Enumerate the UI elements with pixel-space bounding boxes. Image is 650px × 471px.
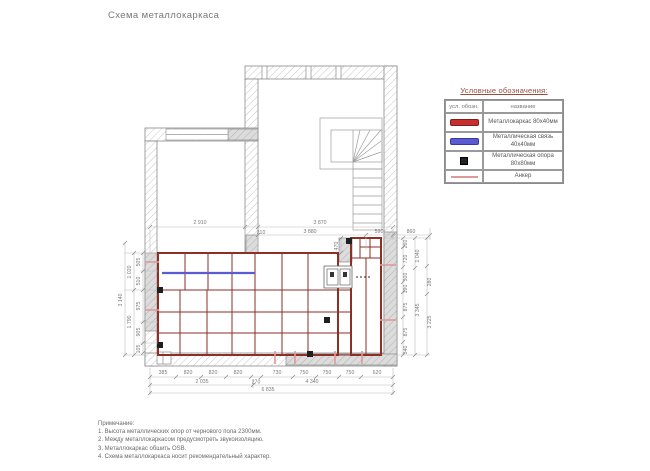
window-symbol xyxy=(166,129,228,140)
notes-header: Примечание: xyxy=(98,421,135,427)
dim-label: 975 xyxy=(136,301,142,311)
dim-label: 875 xyxy=(403,302,409,312)
legend-title: Условные обозначения: xyxy=(460,86,548,95)
dim-label: 750 xyxy=(345,370,355,376)
fixtures-group xyxy=(324,266,370,288)
dim-label: 3 225 xyxy=(427,315,433,329)
note-item: 4. Схема металлокаркаса носит рекомендательный характер. xyxy=(98,453,271,460)
legend-symbol-cell xyxy=(445,113,483,132)
dim-label: 270 xyxy=(251,379,261,386)
dim-label: 750 xyxy=(322,370,332,376)
dim-label: 300 xyxy=(403,272,409,282)
legend-symbol-cell xyxy=(445,132,483,151)
dim-label: 105 xyxy=(136,344,142,354)
notes-block xyxy=(98,421,358,461)
dim-label: 6 835 xyxy=(261,387,275,393)
metal-frame-swatch xyxy=(450,119,479,126)
dim-label: 1 020 xyxy=(127,265,133,279)
dim-label: 505 xyxy=(136,257,142,267)
note-item: 3. Металлокаркас обшить OSB. xyxy=(98,445,187,452)
dim-label: 190 xyxy=(403,284,409,294)
dim-label: 1 040 xyxy=(415,249,421,263)
dim-label: 875 xyxy=(403,327,409,337)
legend-name-cell: Металлокаркас 80х40мм xyxy=(483,113,563,132)
walls-shaded-group xyxy=(145,129,397,366)
dim-label: 3 880 xyxy=(303,229,317,235)
dim-label: 3 870 xyxy=(313,220,327,226)
dim-label: 3 345 xyxy=(415,303,421,317)
dim-label: 260 xyxy=(403,239,409,249)
metal-brace-swatch xyxy=(450,138,479,145)
anchor-marks-group xyxy=(145,262,396,364)
dim-label: 470 xyxy=(334,241,340,251)
legend-panel xyxy=(444,86,564,184)
dim-label: 905 xyxy=(136,327,142,337)
dim-label: 590 xyxy=(374,229,384,235)
anchor-swatch xyxy=(451,176,478,178)
legend-symbol-cell xyxy=(445,170,483,183)
dim-label: 860 xyxy=(406,229,416,235)
note-item: 2. Между металлокаркасом предусмотреть звукоизоляцию. xyxy=(98,437,264,444)
legend-name-cell: Металлическая связь 40х40мм xyxy=(483,132,563,151)
door-symbol xyxy=(157,352,171,364)
legend-col-symbol-header: усл. обозн. xyxy=(445,100,483,113)
dim-label: 720 xyxy=(403,254,409,264)
dim-label: 3 140 xyxy=(118,293,124,307)
legend-name-cell: Анкер xyxy=(483,170,563,183)
note-item: 1. Высота металлических опор от чернового пола 2300мм. xyxy=(98,429,262,435)
legend-name-cell: Металлическая опора 80х80мм xyxy=(483,151,563,170)
dim-label: 340 xyxy=(403,345,409,355)
page-title: Схема металлокаркаса xyxy=(108,10,220,21)
legend-col-name-header: название xyxy=(483,100,563,113)
dim-label: 4 340 xyxy=(305,379,319,385)
dim-label: 750 xyxy=(299,370,309,376)
dim-label: 820 xyxy=(233,370,243,376)
dim-label: 385 xyxy=(158,370,168,376)
dim-label: 620 xyxy=(372,370,382,376)
dim-label: 1 790 xyxy=(127,315,133,329)
metal-support-swatch xyxy=(460,157,468,165)
dim-label: 210 xyxy=(256,230,266,236)
dim-label: 510 xyxy=(136,276,142,286)
dim-label: 2 035 xyxy=(195,379,209,385)
walls-group xyxy=(145,66,397,366)
dim-label: 820 xyxy=(183,370,193,376)
legend-symbol-cell xyxy=(445,151,483,170)
dim-label: 730 xyxy=(272,370,282,376)
dim-label: 280 xyxy=(427,277,433,287)
staircase-group xyxy=(320,118,382,230)
dim-label: 2 910 xyxy=(193,220,207,226)
legend-table xyxy=(444,99,564,184)
dim-label: 820 xyxy=(208,370,218,376)
